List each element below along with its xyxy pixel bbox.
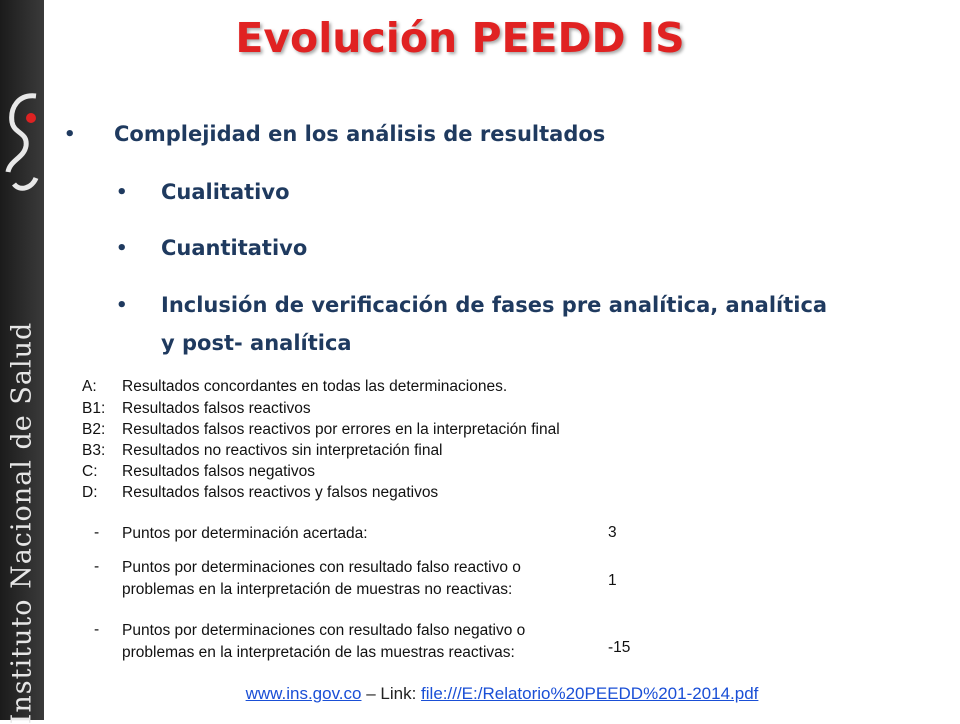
points-text: problemas en la interpretación de muestras no reactivas: [122, 581, 513, 598]
bullet-text: Inclusión de verificación de fases pre analítica, analítica [161, 293, 828, 317]
bullet-dot-icon: • [116, 295, 128, 316]
footer-links [0, 684, 960, 704]
institutional-logo-icon [0, 88, 44, 198]
bullet-text: Complejidad en los análisis de resultados [114, 122, 606, 146]
file-link[interactable]: file:///E:/Relatorio%20PEEDD%201-2014.pdf [421, 684, 759, 703]
category-desc: Resultados falsos reactivos por errores en la interpretación final [122, 421, 560, 438]
bullet-text: Cuantitativo [161, 236, 308, 260]
category-code: B2: [82, 421, 106, 438]
category-desc: Resultados concordantes en todas las determinaciones. [122, 378, 508, 395]
bullet-text: y post- analítica [161, 331, 352, 355]
bullet-text: Cualitativo [161, 180, 290, 204]
category-desc: Resultados falsos negativos [122, 463, 316, 480]
points-value: 1 [608, 572, 617, 589]
category-desc: Resultados falsos reactivos [122, 400, 311, 417]
bullet-dot-icon: • [64, 124, 76, 145]
category-code: B3: [82, 442, 106, 459]
bullet-dot-icon: • [116, 182, 128, 203]
points-text: Puntos por determinación acertada: [122, 525, 368, 542]
points-dash: - [94, 558, 100, 575]
footer-separator: – Link: [361, 684, 422, 703]
category-desc: Resultados falsos reactivos y falsos negativos [122, 484, 439, 501]
points-value: 3 [608, 524, 617, 541]
category-code: A: [82, 378, 97, 395]
category-code: D: [82, 484, 98, 501]
site-link[interactable]: www.ins.gov.co [245, 684, 362, 703]
bullet-dot-icon: • [116, 238, 128, 259]
points-dash: - [94, 621, 100, 638]
page-title-text: Evolución PEEDD IS [235, 14, 685, 62]
page-title [0, 14, 960, 62]
points-text: Puntos por determinaciones con resultado falso reactivo o [122, 559, 521, 576]
category-code: C: [82, 463, 98, 480]
points-text: Puntos por determinaciones con resultado falso negativo o [122, 622, 526, 639]
category-code: B1: [82, 400, 106, 417]
sidebar-banner [0, 0, 44, 724]
org-name-vertical: Instituto Nacional de Salud [6, 321, 38, 724]
points-dash: - [94, 524, 100, 541]
points-text: problemas en la interpretación de las muestras reactivas: [122, 644, 515, 661]
points-value: -15 [608, 639, 631, 656]
category-desc: Resultados no reactivos sin interpretación final [122, 442, 443, 459]
scoring-criteria-image [82, 370, 652, 670]
